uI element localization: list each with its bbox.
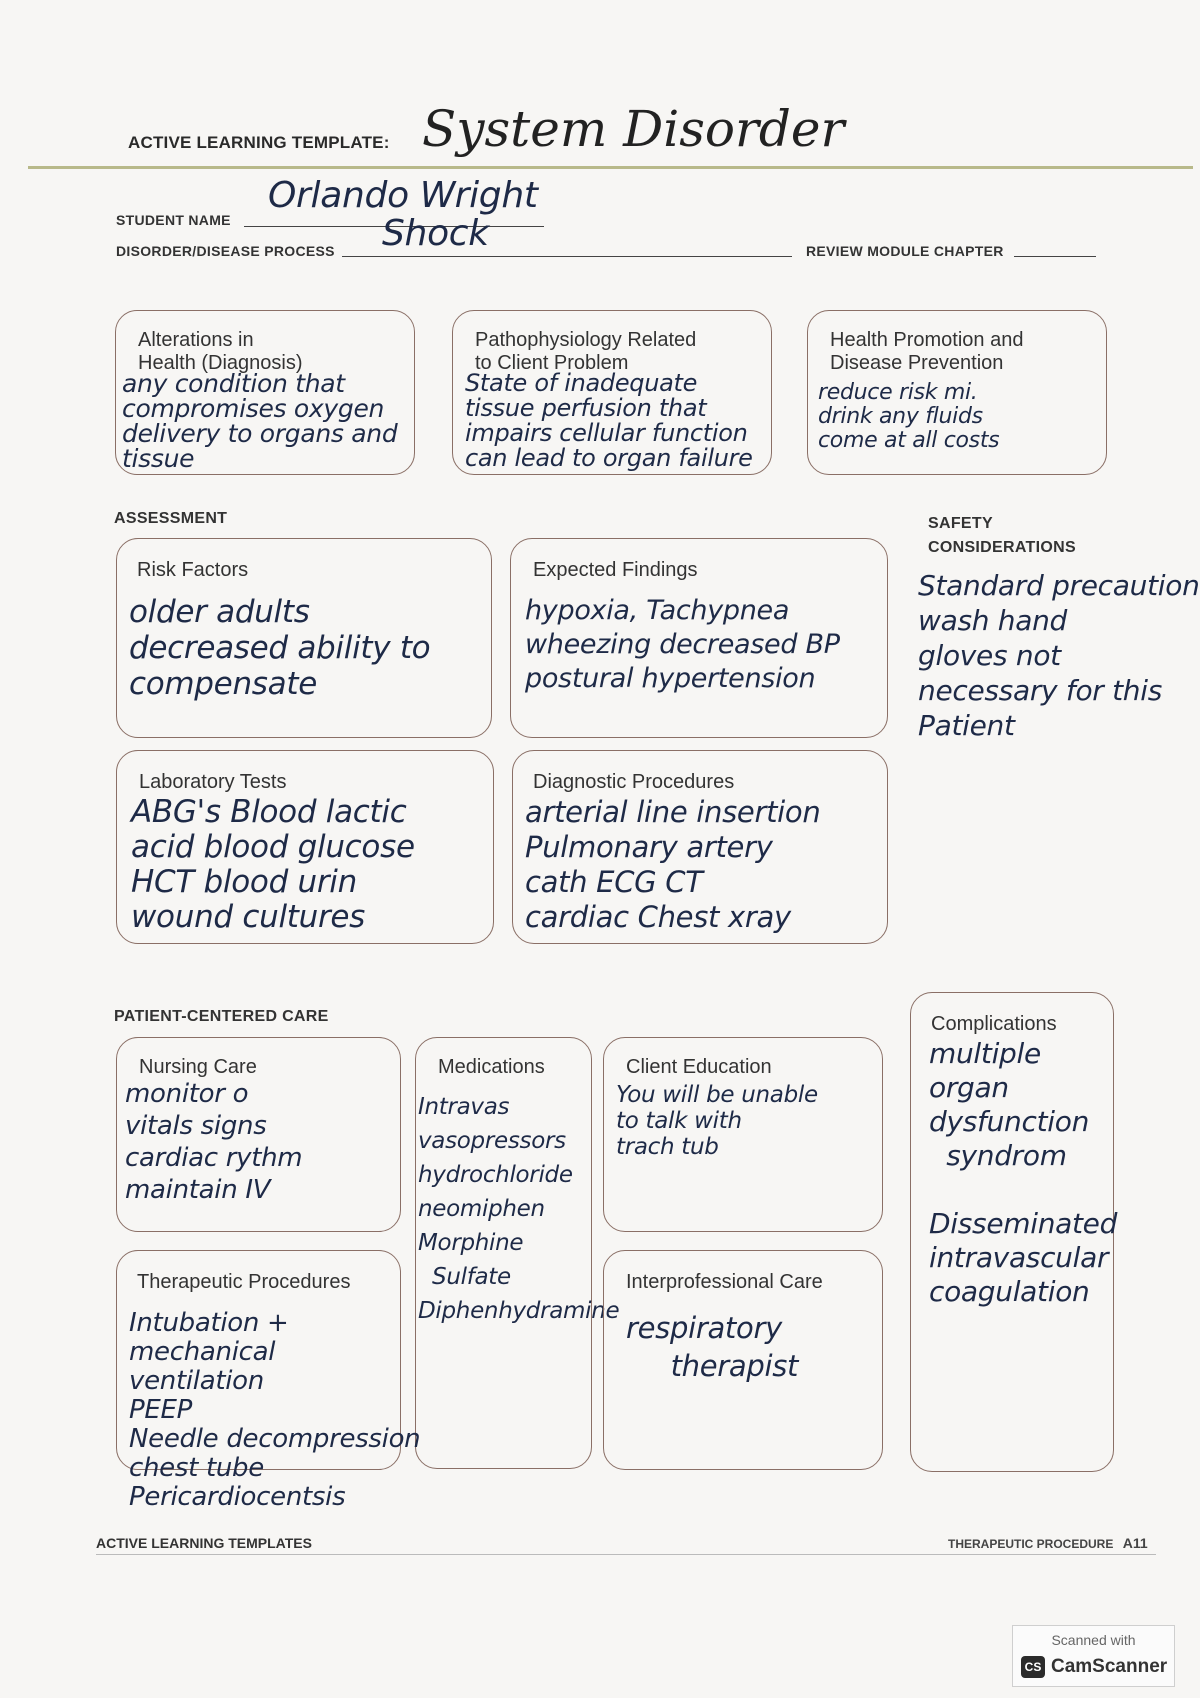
therapeutic-procedures-box [116, 1250, 421, 1512]
footer-page-number: A11 [1122, 1535, 1148, 1551]
disorder-value: Shock [382, 213, 489, 254]
risk-factors-title: Risk Factors [137, 559, 249, 581]
diagnostic-procedures-box [512, 750, 888, 944]
nursing-care-title: Nursing Care [139, 1056, 257, 1078]
badge-line1: Scanned with [1051, 1632, 1136, 1648]
therapeutic-procedures-title: Therapeutic Procedures [137, 1271, 351, 1293]
expected-findings-box [510, 538, 888, 738]
safety-label [928, 512, 1076, 560]
pathophysiology-title: Pathophysiology Related to Client Problem [475, 329, 697, 374]
expected-findings-content: hypoxia, Tachypnea wheezing decreased BP postural hypertension [525, 595, 840, 694]
health-promotion-content: reduce risk mi. drink any fluids come at all costs [818, 380, 1000, 453]
patient-centered-care-label: PATIENT-CENTERED CARE [114, 1008, 329, 1025]
footer-rule [96, 1554, 1156, 1555]
badge-brand: CamScanner [1051, 1656, 1168, 1677]
complications-title: Complications [931, 1013, 1057, 1035]
risk-factors-content: older adults decreased ability to compensate [129, 594, 431, 702]
complications-box [910, 992, 1118, 1472]
pathophysiology-content: State of inadequate tissue perfusion that impairs cellular function can lead to organ failure [465, 369, 753, 472]
review-module-label: REVIEW MODULE CHAPTER [806, 243, 1004, 259]
interprofessional-care-content: respiratory therapist [626, 1311, 799, 1383]
header-rule [28, 166, 1193, 169]
camscanner-badge [1012, 1625, 1175, 1687]
safety-label-line1: SAFETY [928, 515, 993, 532]
assessment-section-label: ASSESSMENT [114, 510, 228, 527]
nursing-care-box [116, 1037, 401, 1232]
footer-left: ACTIVE LEARNING TEMPLATES [96, 1535, 312, 1551]
diagnostic-procedures-content: arterial line insertion Pulmonary artery cath ECG CT cardiac Chest xray [525, 795, 821, 934]
nursing-care-content: monitor o vitals signs cardiac rythm maintain IV [125, 1079, 303, 1205]
safety-label-line2: CONSIDERATIONS [928, 539, 1076, 556]
health-promotion-box [807, 310, 1107, 475]
disorder-label: DISORDER/DISEASE PROCESS [116, 243, 335, 259]
medications-box [415, 1037, 620, 1469]
medications-title: Medications [438, 1056, 545, 1078]
page-title: System Disorder [422, 100, 845, 158]
student-name-value: Orlando Wright [268, 175, 538, 216]
alterations-title: Alterations in Health (Diagnosis) [138, 329, 303, 374]
laboratory-tests-content: ABG's Blood lactic acid blood glucose HCT blood urin wound cultures [131, 794, 415, 935]
complications-content: multiple organ dysfunction syndrom Disseminated intravascular coagulation [929, 1037, 1118, 1308]
interprofessional-care-box [603, 1250, 883, 1470]
expected-findings-title: Expected Findings [533, 559, 698, 581]
alterations-box [115, 310, 415, 475]
alterations-content: any condition that compromises oxygen delivery to organs and tissue [122, 369, 398, 473]
health-promotion-title: Health Promotion and Disease Prevention [830, 329, 1024, 374]
safety-content: Standard precaution wash hand gloves not necessary for this Patient [918, 569, 1200, 742]
laboratory-tests-box [116, 750, 494, 944]
footer-right-label: THERAPEUTIC PROCEDURE [948, 1537, 1114, 1551]
disorder-line [342, 256, 792, 257]
diagnostic-procedures-title: Diagnostic Procedures [533, 771, 735, 793]
review-module-line [1014, 256, 1096, 257]
student-name-label: STUDENT NAME [116, 212, 231, 228]
risk-factors-box [116, 538, 492, 738]
camscanner-logo-icon: CS [1021, 1656, 1045, 1678]
therapeutic-procedures-content: Intubation + mechanical ventilation PEEP Needle decompression chest tube Pericardiocentsis [129, 1308, 421, 1512]
medications-content: Intravas vasopressors hydrochloride neomiphen Morphine Sulfate Diphenhydramine [418, 1094, 620, 1324]
template-label: ACTIVE LEARNING TEMPLATE: [128, 133, 390, 152]
footer-right [948, 1535, 1148, 1551]
interprofessional-care-title: Interprofessional Care [626, 1271, 823, 1293]
client-education-box [603, 1037, 883, 1232]
laboratory-tests-title: Laboratory Tests [139, 771, 287, 793]
pathophysiology-box [452, 310, 772, 475]
client-education-content: You will be unable to talk with trach tub [616, 1082, 818, 1160]
client-education-title: Client Education [626, 1056, 772, 1078]
